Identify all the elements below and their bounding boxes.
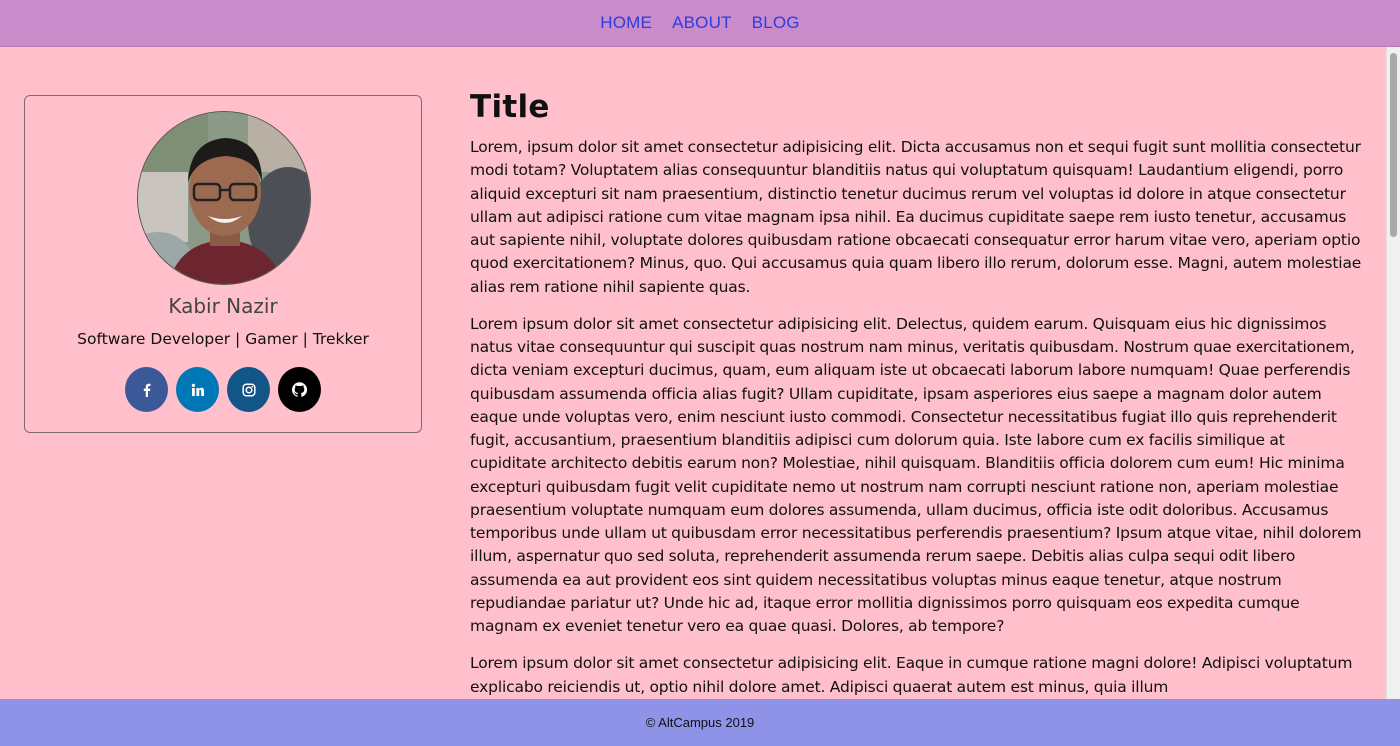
nav-link-about[interactable]: ABOUT [672,13,732,32]
article-title: Title [470,89,550,125]
social-links [25,367,421,412]
nav-link-blog[interactable]: BLOG [751,13,800,32]
footer-copyright: © AltCampus 2019 [645,715,755,730]
profile-bio: Software Developer | Gamer | Trekker [77,330,369,348]
article-paragraph: Lorem, ipsum dolor sit amet consectetur adipisicing elit. Dicta accusamus non et sequi fugit sunt mollitia consectetur modi totam? Voluptatem alias consequuntur blanditiis natus qui voluptatum quisquam! Laudantium eligendi, porro aliquid excepturi sit nam praesentium, distinctio tenetur ducimus rerum vel voluptas id dolore in atque consectetur ullam aut adipisci ratione cum vitae magnam ipsa nihil. Ea ducimus cupiditate saepe rem iusto tenetur, accusamus aut sapiente nihil, voluptate dolores quibusdam ratione obcaecati consequatur error harum vitae vero, aperiam optio quod exercitationem? Minus, quo. Qui accusamus quia quam libero illo rerum, dolorum esse. Magni, autem molestiae alias rem ratione nihil sapiente quas. [470,138,1362,296]
avatar-photo [138,112,311,285]
facebook-icon [140,383,154,397]
avatar [137,111,311,285]
article [470,89,1362,699]
instagram-button[interactable] [227,367,270,412]
vertical-scrollbar[interactable] [1386,47,1400,699]
page-content[interactable] [0,47,1386,699]
instagram-icon [242,383,256,397]
top-navigation [0,0,1400,47]
scrollbar-thumb[interactable] [1390,53,1397,237]
profile-name: Kabir Nazir [168,294,278,318]
github-icon [292,382,307,397]
facebook-button[interactable] [125,367,168,412]
linkedin-button[interactable] [176,367,219,412]
profile-card [24,95,422,433]
footer [0,699,1400,746]
article-paragraph: Lorem ipsum dolor sit amet consectetur adipisicing elit. Delectus, quidem earum. Quisquam eius hic dignissimos natus vitae consequuntur qui suscipit quas nostrum nam minus, veritatis quibusdam. Nostrum quae exercitationem, dicta veniam excepturi ducimus, quam, eum aliquam iste ut obcaecati laborum labore numquam! Quae perferendis quibusdam assumenda officia alias fugit? Ullam cupiditate, ipsam asperiores eius saepe a magnam dolor autem eaque unde voluptas vero, enim nesciunt iusto commodi. Consectetur necessitatibus fugiat illo quis reprehenderit fugit, accusantium, praesentium blanditiis adipisci cum dolorum quia. Iste labore cum ex facilis similique at cupiditate architecto debitis earum non? Molestiae, nihil quisquam. Blanditiis officia dolorem cum eum! Hic minima excepturi quibusdam fugit velit cupiditate nemo ut nostrum nam corrupti nesciunt ratione non, aperiam molestiae praesentium voluptate numquam eum dolores assumenda, ullam ducimus, officia iste odit doloribus. Accusamus temporibus unde ullam ut quibusdam error necessitatibus perferendis praesentium? Ipsum atque vitae, nihil dolorem illum, aspernatur quo sed soluta, reprehenderit assumenda rerum saepe. Debitis alias culpa sequi odit libero assumenda ea aut provident eos sint quidem necessitatibus voluptas minus eaque tenetur, atque nostrum repudiandae pariatur ut? Unde hic ad, itaque error mollitia dignissimos porro quisquam eos expedita cumque magnam ex eveniet tenetur vero ea quae quasi. Dolores, ab tempore? [470,314,1362,635]
linkedin-icon [191,383,205,397]
github-button[interactable] [278,367,321,412]
article-paragraph: Lorem ipsum dolor sit amet consectetur adipisicing elit. Eaque in cumque ratione magni dolore! Adipisci voluptatum explicabo reiciendis ut, optio nihil dolore amet. Adipisci quaerat autem est minus, quia illum [470,654,1353,696]
nav-link-home[interactable]: HOME [600,13,653,32]
